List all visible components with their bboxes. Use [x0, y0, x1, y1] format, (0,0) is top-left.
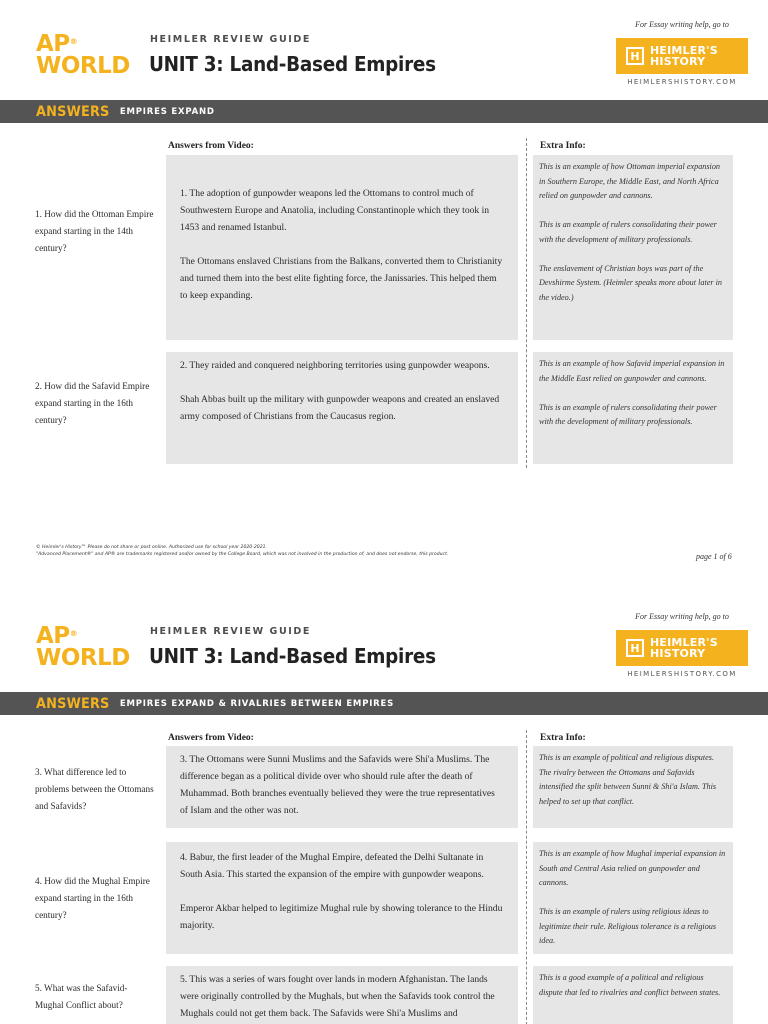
question-1: 1. How did the Ottoman Empire expand starting in the 14th century? [35, 209, 154, 253]
column-header-video: Answers from Video: [168, 141, 254, 151]
brand-name: HEIMLER'S HISTORY [650, 44, 718, 68]
brand-logo[interactable] [616, 38, 748, 74]
brand-logo[interactable] [616, 630, 748, 666]
section-topic: EMPIRES EXPAND [119, 106, 215, 117]
extra-box-2 [533, 352, 733, 464]
extra-paragraph: This is an example of rulers consolidating their power with the development of military professionals. [539, 402, 717, 426]
extra-box-4 [533, 842, 733, 954]
extra-paragraph: This is an example of how Mughal imperial expansion in South and Central Asia relied on gunpowder and cannons. [539, 849, 726, 887]
unit-title: UNIT 3: Land-Based Empires [149, 52, 436, 76]
brand-url[interactable]: HEIMLERSHISTORY.COM [627, 78, 737, 86]
extra-paragraph: This is an example of rulers consolidating their power with the development of military professionals. [539, 220, 717, 244]
answer-box-3 [166, 746, 518, 828]
answer-box-4 [166, 842, 518, 954]
answer-paragraph: 5. This was a series of wars fought over lands in modern Afghanistan. The lands were originally controlled by the Mughals, but when the Safavids took control the Mughals could not get them back. The Safavids were Shi'a Muslims and [180, 974, 495, 1019]
column-divider [526, 730, 527, 1024]
extra-box-3 [533, 746, 733, 828]
question-4: 4. How did the Mughal Empire expand starting in the 16th century? [35, 876, 150, 920]
guide-label: HEIMLER REVIEW GUIDE [150, 34, 311, 45]
answer-paragraph: 1. The adoption of gunpowder weapons led the Ottomans to control much of Southwestern Europe and Anatolia, including Constantinople which they took in 1453 and renamed Istanbul. [180, 188, 490, 233]
extra-paragraph: This is an example of rulers using religious ideas to legitimize their rule. Religious tolerance is a religious idea. [539, 907, 717, 945]
section-answers-label: ANSWERS [36, 103, 110, 120]
unit-title: UNIT 3: Land-Based Empires [149, 644, 436, 668]
extra-paragraph: This is an example of how Safavid imperial expansion in the Middle East relied on gunpowder and cannons. [539, 359, 725, 383]
question-3: 3. What difference led to problems between the Ottomans and Safavids? [35, 767, 154, 811]
answer-paragraph: 4. Babur, the first leader of the Mughal Empire, defeated the Delhi Sultanate in South Asia. This started the expansion of the empire with gunpowder weapons. [180, 852, 484, 880]
footer-notes: © Heimler's History™ Please do not share or post online. Authorized use for school year 2020-2021. "Advanced Placement®" and AP® are trademarks registered and/or owned by the College Board, which was not involved in the production of, and does not endorse, this product. [36, 545, 449, 557]
section-bar [0, 692, 768, 715]
question-2: 2. How did the Safavid Empire expand starting in the 16th century? [35, 381, 150, 425]
answer-box-5 [166, 966, 518, 1024]
answer-box-1 [166, 155, 518, 340]
page-2 [0, 592, 768, 1024]
column-divider [526, 138, 527, 468]
answer-box-2 [166, 352, 518, 464]
section-topic: EMPIRES EXPAND & RIVALRIES BETWEEN EMPIRES [119, 698, 395, 709]
help-text: For Essay writing help, go to [635, 20, 729, 29]
page-number: page 1 of 6 [696, 552, 732, 561]
column-header-extra: Extra Info: [540, 733, 586, 743]
ap-world-logo: AP® WORLD [36, 623, 130, 671]
section-answers-label: ANSWERS [36, 695, 110, 712]
brand-h-icon: H [626, 639, 644, 657]
extra-paragraph: This is a good example of a political and religious dispute that led to rivalries and conflict between states. [539, 973, 721, 997]
brand-name: HEIMLER'S HISTORY [650, 636, 718, 660]
ap-world-logo: AP® WORLD [36, 31, 130, 79]
answer-paragraph: 3. The Ottomans were Sunni Muslims and the Safavids were Shi'a Muslims. The difference began as a political divide over who should rule after the death of Muhammad. Both branches eventually believed they were the true representatives of Islam and the other was not. [180, 754, 495, 816]
brand-h-icon: H [626, 47, 644, 65]
section-bar [0, 100, 768, 123]
column-header-video: Answers from Video: [168, 733, 254, 743]
brand-url[interactable]: HEIMLERSHISTORY.COM [627, 670, 737, 678]
answer-paragraph: 2. They raided and conquered neighboring territories using gunpowder weapons. [180, 360, 490, 371]
extra-box-1 [533, 155, 733, 340]
answer-paragraph: The Ottomans enslaved Christians from the Balkans, converted them to Christianity and turned them into the best elite fighting force, the Janissaries. This helped them to keep expanding. [180, 256, 503, 301]
help-text: For Essay writing help, go to [635, 612, 729, 621]
extra-paragraph: This is an example of political and religious disputes. The rivalry between the Ottomans and Safavids intensified the split between Sunni & Shi'a Islam. This helped to set up that conflict. [539, 753, 717, 806]
guide-label: HEIMLER REVIEW GUIDE [150, 626, 311, 637]
extra-paragraph: The enslavement of Christian boys was part of the Devshirme System. (Heimler speaks more about later in the video.) [539, 263, 722, 302]
question-5: 5. What was the Safavid-Mughal Conflict about? [35, 983, 128, 1010]
answer-paragraph: Shah Abbas built up the military with gunpowder weapons and created an enslaved army composed of Christians from the Caucasus region. [180, 394, 500, 422]
answer-paragraph: Emperor Akbar helped to legitimize Mughal rule by showing tolerance to the Hindu majority. [180, 903, 503, 931]
extra-box-5 [533, 966, 733, 1024]
column-header-extra: Extra Info: [540, 141, 586, 151]
extra-paragraph: This is an example of how Ottoman imperial expansion in Southern Europe, the Middle East, and North Africa relied on gunpowder and cannons. [539, 162, 721, 200]
